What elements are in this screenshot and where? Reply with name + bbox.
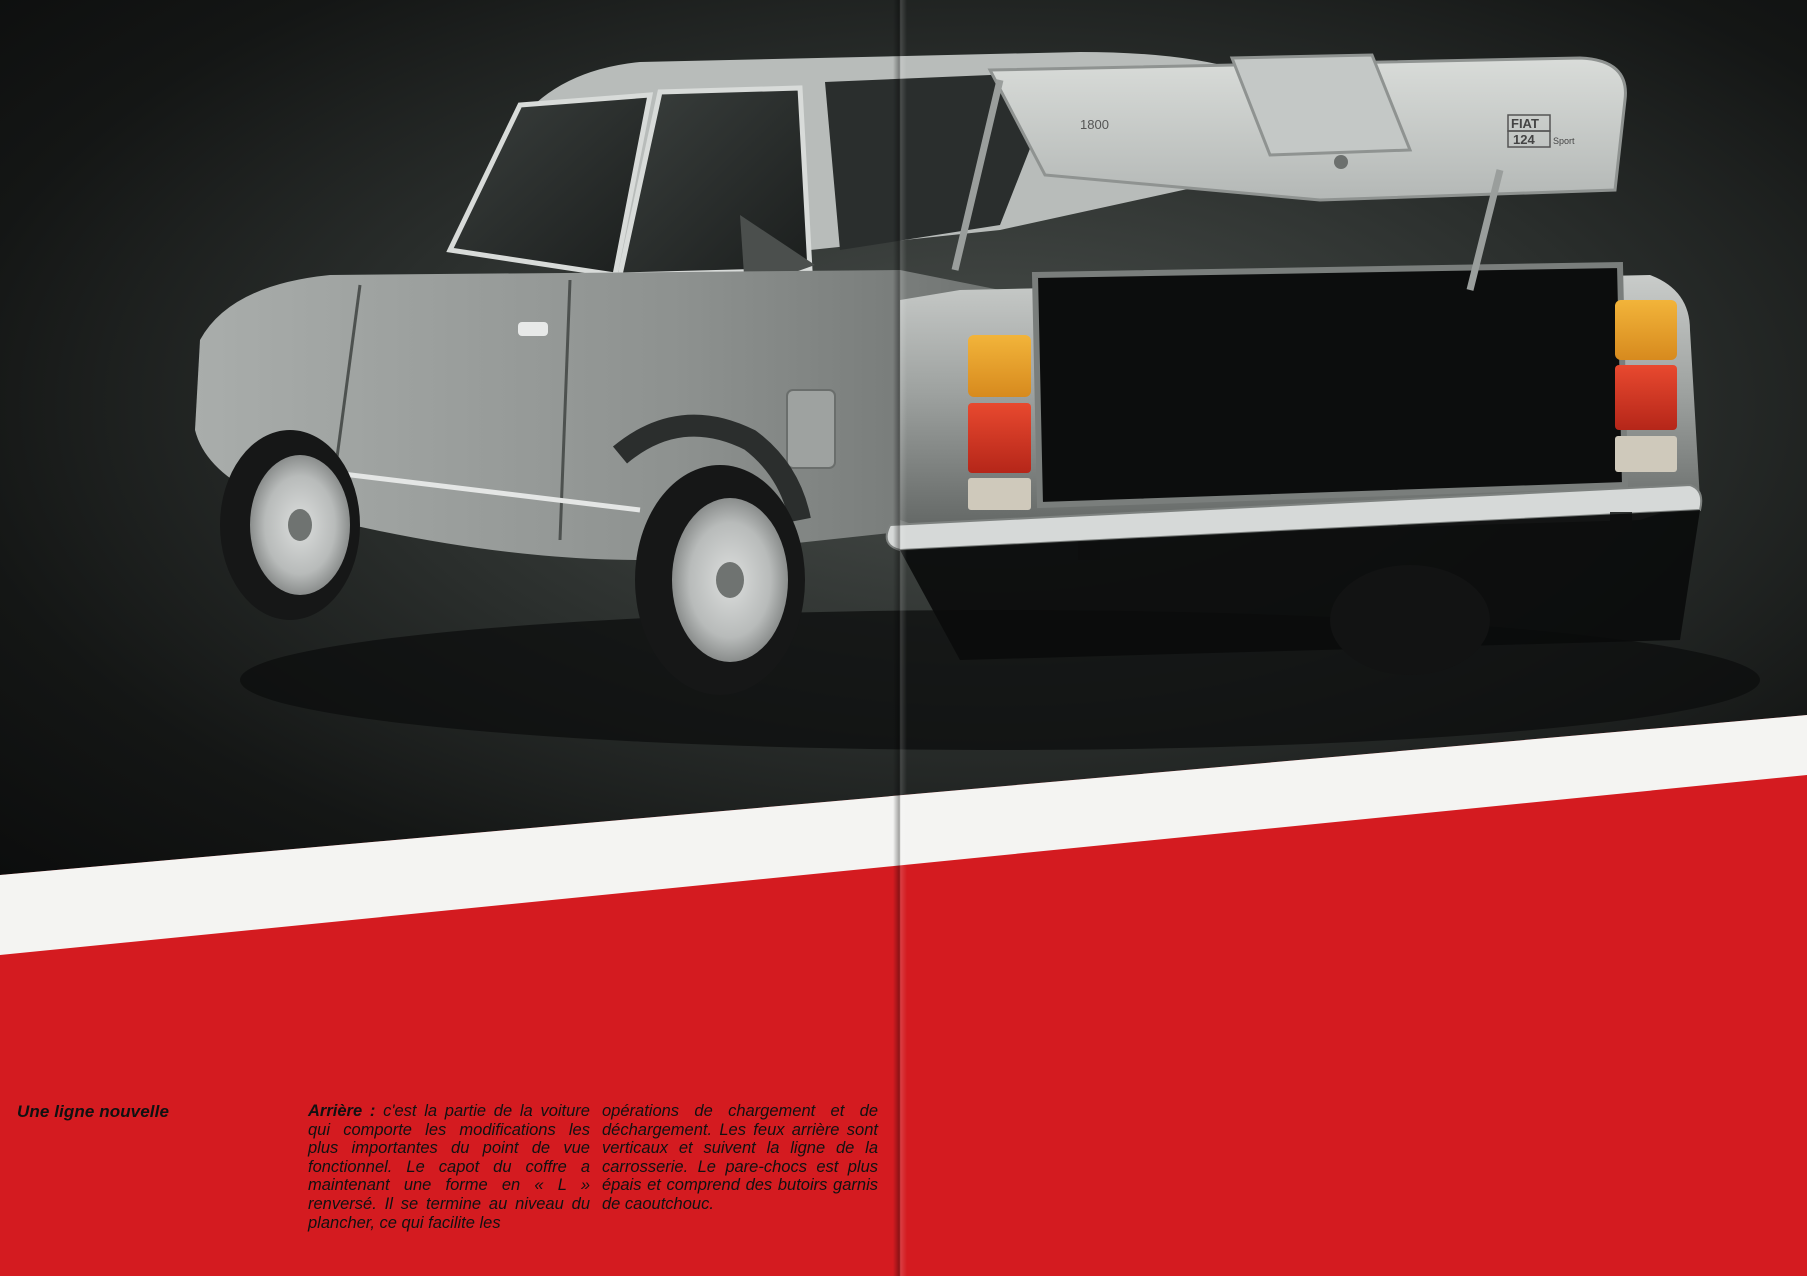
text-area — [0, 1102, 900, 1272]
text-column-1 — [308, 1102, 590, 1232]
badge-brand-line1: FIAT — [1511, 116, 1539, 131]
badge-brand-suffix: Sport — [1553, 136, 1575, 146]
section-heading: Une ligne nouvelle — [17, 1102, 169, 1121]
page-gutter — [893, 0, 907, 1276]
column1-body: c'est la partie de la voiture qui comporte les modifications les plus importantes du point de vue fonctionnel. Le capot du coffre a maintenant une forme en « L » renversé. Il se termine au niveau du plancher, ce qui facilite les — [308, 1102, 590, 1232]
badge-brand-line2: 124 — [1513, 132, 1535, 147]
badge-model: 1800 — [1080, 117, 1109, 132]
text-column-2: opérations de chargement et de déchargement. Les feux arrière sont verticaux et suivent la ligne de la carrosserie. Le pare-chocs est plus épais et comprend des butoirs garnis de caoutchouc. — [602, 1102, 878, 1213]
column1-lead: Arrière : — [308, 1102, 376, 1120]
